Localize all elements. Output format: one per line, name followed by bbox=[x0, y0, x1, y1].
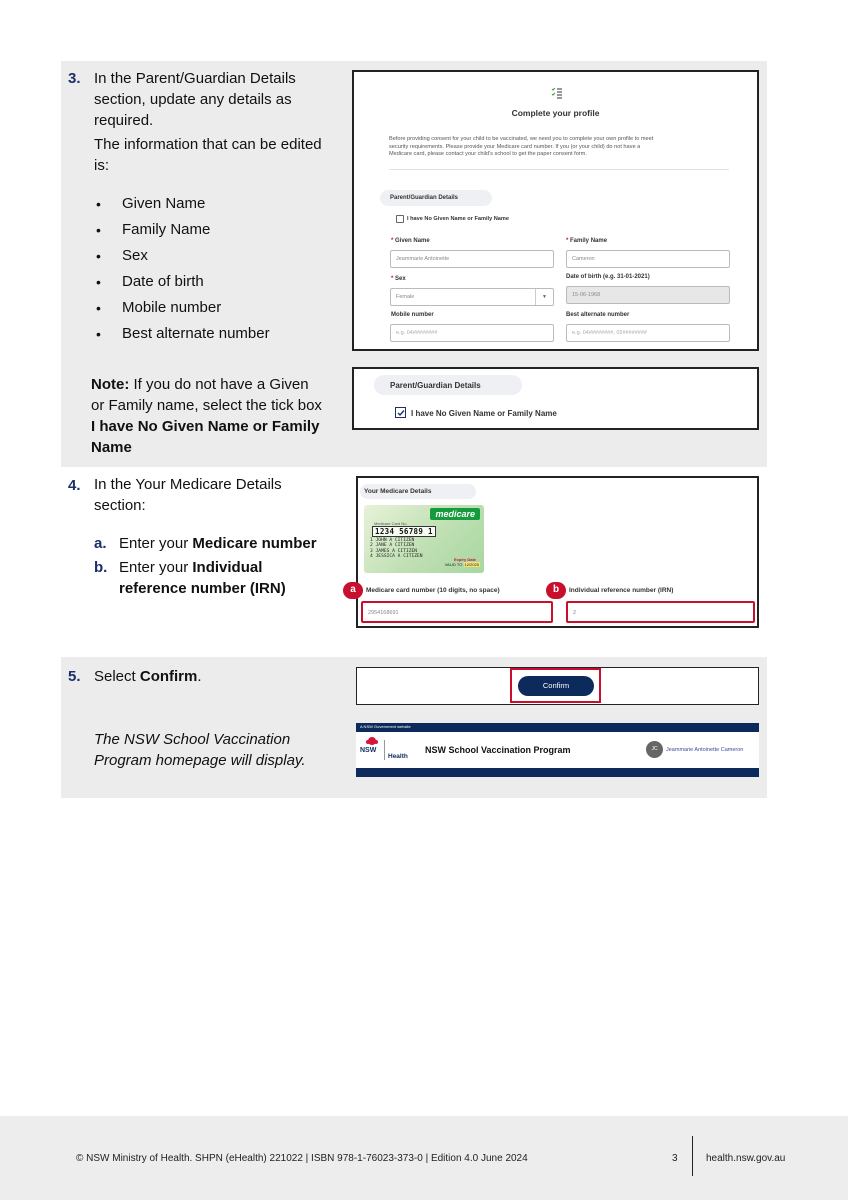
medicare-details-screenshot bbox=[350, 476, 759, 628]
complete-profile-screenshot bbox=[352, 70, 759, 351]
divider bbox=[389, 169, 729, 170]
step-3-instruction: In the Parent/Guardian Details section, update any details as required. bbox=[94, 70, 296, 129]
homepage-screenshot: A NSW Government website NSW Health NSW School Vaccination Program JC Jeammarie Antoinette Cameron bbox=[356, 723, 759, 777]
section-heading: Parent/Guardian Details bbox=[380, 190, 492, 206]
step-number: 5. bbox=[68, 668, 81, 685]
irn-input[interactable]: 2 bbox=[566, 601, 755, 623]
check-icon bbox=[397, 409, 405, 417]
step-4-instruction: In the Your Medicare Details section: bbox=[94, 476, 282, 514]
alt-number-input[interactable]: e.g. 04########, 02######## bbox=[566, 324, 730, 342]
profile-title: Complete your profile bbox=[511, 108, 600, 118]
section-heading: Parent/Guardian Details bbox=[374, 375, 522, 395]
checkbox-label: I have No Given Name or Family Name bbox=[411, 409, 557, 418]
avatar[interactable]: JC bbox=[646, 741, 663, 758]
given-name-label: * Given Name bbox=[391, 238, 430, 244]
site-title: NSW School Vaccination Program bbox=[425, 745, 571, 755]
page-footer bbox=[0, 1116, 848, 1200]
nsw-health-logo: NSW Health bbox=[360, 736, 412, 764]
list-item: • Mobile number bbox=[94, 295, 270, 321]
marker-a-badge: a bbox=[343, 582, 363, 599]
editable-fields-list bbox=[94, 191, 270, 347]
sex-select[interactable]: Female ▼ bbox=[390, 288, 554, 306]
given-name-input[interactable]: Jeammarie Antoinette bbox=[390, 250, 554, 268]
copyright-text: © NSW Ministry of Health. SHPN (eHealth) 221022 | ISBN 978-1-76023-373-0 | Edition 4.0 June 2024 bbox=[76, 1153, 528, 1164]
step-5-result: The NSW School Vaccination Program homepage will display. bbox=[94, 731, 306, 769]
footer-url: health.nsw.gov.au bbox=[706, 1153, 786, 1164]
medicare-logo: medicare bbox=[430, 508, 480, 520]
dob-input: 15-06-1968 bbox=[566, 286, 730, 304]
medicare-number-input[interactable]: 2954168691 bbox=[361, 601, 553, 623]
irn-label: Individual reference number (IRN) bbox=[569, 587, 674, 594]
step-number: 3. bbox=[68, 70, 81, 87]
list-item: • Best alternate number bbox=[94, 321, 270, 347]
mobile-label: Mobile number bbox=[391, 312, 434, 318]
chevron-down-icon: ▼ bbox=[535, 289, 553, 305]
alt-number-label: Best alternate number bbox=[566, 312, 630, 318]
sex-label: * Sex bbox=[391, 276, 406, 282]
marker-b-badge: b bbox=[546, 582, 566, 599]
family-name-label: * Family Name bbox=[566, 238, 608, 244]
checklist-icon bbox=[551, 86, 563, 98]
substep-a: a. Enter your Medicare number bbox=[94, 535, 317, 552]
profile-intro: Before providing consent for your child to be vaccinated, we need you to complete your own profile to meet security requirements. Please provide your Medicare card number. If you (or your child) do not have a Medicare card, please contact your child's school to get the paper consent form. bbox=[389, 136, 654, 157]
list-item: • Date of birth bbox=[94, 269, 270, 295]
step-4-substeps: a. Enter your Medicare number b. Enter your Individual reference number (IRN) bbox=[94, 535, 317, 597]
waratah-icon bbox=[362, 736, 382, 746]
confirm-screenshot bbox=[356, 667, 759, 705]
card-number: 1234 56789 1 bbox=[372, 526, 436, 537]
checkbox-label: I have No Given Name or Family Name bbox=[407, 216, 509, 222]
step-number: 4. bbox=[68, 477, 81, 494]
page-number: 3 bbox=[672, 1153, 678, 1164]
user-name[interactable]: Jeammarie Antoinette Cameron bbox=[666, 747, 744, 753]
family-name-input[interactable]: Cameron bbox=[566, 250, 730, 268]
step-3-info: The information that can be edited is: bbox=[94, 136, 322, 174]
note: Note: If you do not have a Given or Family name, select the tick box I have No Given Name or Family Name bbox=[91, 376, 322, 456]
no-name-checkbox[interactable] bbox=[396, 215, 404, 223]
list-item: • Given Name bbox=[94, 191, 270, 217]
step-5-instruction: Select Confirm. bbox=[94, 668, 202, 685]
list-item: • Sex bbox=[94, 243, 270, 269]
section-heading: Your Medicare Details bbox=[360, 484, 476, 499]
no-name-checkbox-screenshot bbox=[352, 367, 759, 430]
list-item: • Family Name bbox=[94, 217, 270, 243]
confirm-button[interactable]: Confirm bbox=[518, 676, 594, 696]
no-name-checkbox-checked[interactable] bbox=[395, 407, 406, 418]
dob-label: Date of birth (e.g. 31-01-2021) bbox=[566, 274, 650, 280]
medicare-card-image: medicare Medicare Card No. 1234 56789 1 1 JOHN A CITIZEN 2 JANE A CITIZEN 3 JAMES A CITIZEN 4 JESSICA A CITIZEN Expiry Date VALID TO 12/2025 bbox=[364, 505, 484, 573]
substep-b: b. Enter your Individual bbox=[94, 559, 263, 576]
mobile-input[interactable]: e.g. 04######## bbox=[390, 324, 554, 342]
medicare-number-label: Medicare card number (10 digits, no space) bbox=[366, 587, 500, 594]
footer-divider bbox=[692, 1136, 693, 1176]
